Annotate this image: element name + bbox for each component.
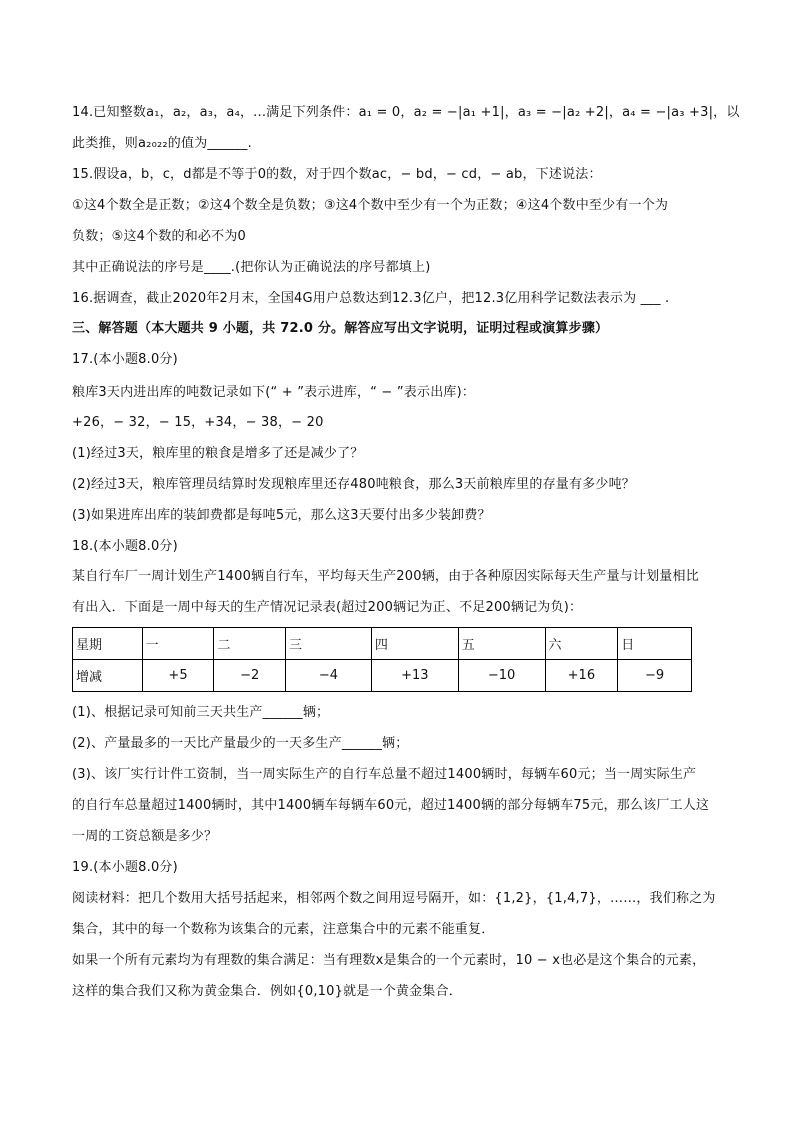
q18-line2: 有出入．下面是一周中每天的生产情况记录表(超过200辆记为正、不足200辆记为负)： — [72, 600, 583, 615]
q19-heading: 19.(本小题8.0分) — [72, 860, 178, 875]
table-cell: −2 — [214, 660, 286, 692]
q18-part3-line1: (3)、该厂实行计件工资制，当一周实际生产的自行车总量不超过1400辆时，每辆车60元；当一周实际生产 — [72, 767, 697, 782]
table-cell: −9 — [618, 660, 692, 692]
table-cell: 日 — [618, 628, 692, 660]
q15-line3: 负数；⑤这4个数的和必不为0 — [72, 229, 246, 244]
q19-line1: 阅读材料：把几个数用大括号括起来，相邻两个数之间用逗号隔开，如：{1,2}，{1,4,7}，……，我们称之为 — [72, 891, 716, 906]
table-cell: 星期 — [73, 628, 143, 660]
table-cell: 增减 — [73, 660, 143, 692]
q19-line4: 这样的集合我们又称为黄金集合．例如{0,10}就是一个黄金集合． — [72, 984, 462, 999]
table-cell: 五 — [458, 628, 545, 660]
q15-line4: 其中正确说法的序号是____.(把你认为正确说法的序号都填上) — [72, 260, 431, 275]
q14-line2: 此类推，则a₂₀₂₂的值为______. — [72, 136, 252, 151]
q17-line4: (2)经过3天，粮库管理员结算时发现粮库里还存480吨粮食，那么3天前粮库里的存量有多少吨？ — [72, 477, 635, 492]
q17-heading: 17.(本小题8.0分) — [72, 352, 178, 367]
q17-line3: (1)经过3天，粮库里的粮食是增多了还是减少了？ — [72, 446, 364, 461]
table-cell: 三 — [286, 628, 372, 660]
table-cell: +13 — [371, 660, 458, 692]
q15-line1: 15.假设a，b，c，d都是不等于0的数，对于四个数ac，− bd，− cd，− ab，下述说法： — [72, 167, 602, 182]
table-cell: 二 — [214, 628, 286, 660]
table-cell: −10 — [458, 660, 545, 692]
q15-line2: ①这4个数全是正数；②这4个数全是负数；③这4个数中至少有一个为正数；④这4个数中至少有一个为 — [72, 198, 669, 213]
q18-part3-line2: 的自行车总量超过1400辆时，其中1400辆车每辆车60元，超过1400辆的部分每辆车75元，那么该厂工人这 — [72, 798, 710, 813]
table-cell: +16 — [545, 660, 618, 692]
table-row-weekday — [73, 628, 692, 660]
table-row-change — [73, 660, 692, 692]
q17-line2: +26，− 32，− 15，+34，− 38，− 20 — [72, 415, 324, 430]
q18-part3-line3: 一周的工资总额是多少？ — [72, 829, 218, 844]
table-cell: 一 — [142, 628, 214, 660]
q19-line3: 如果一个所有元素均为有理数的集合满足：当有理数x是集合的一个元素时，10 − x也必是这个集合的元素， — [72, 953, 706, 968]
q16-line: 16.据调查，截止2020年2月末，全国4G用户总数达到12.3亿户，把12.3亿用科学记数法表示为 ___ . — [72, 291, 670, 306]
q17-line5: (3)如果进库出库的装卸费都是每吨5元，那么这3天要付出多少装卸费？ — [72, 508, 491, 523]
q14-line1: 14.已知整数a₁，a₂，a₃，a₄，...满足下列条件：a₁ = 0，a₂ = −|a₁ +1|，a₃ = −|a₂ +2|，a₄ = −|a₃ +3|，以 — [72, 105, 740, 120]
q18-part1: (1)、根据记录可知前三天共生产______辆； — [72, 705, 330, 720]
table-cell: 六 — [545, 628, 618, 660]
table-cell: −4 — [286, 660, 372, 692]
q18-heading: 18.(本小题8.0分) — [72, 539, 178, 554]
q18-part2: (2)、产量最多的一天比产量最少的一天多生产______辆； — [72, 736, 409, 751]
table-cell: 四 — [371, 628, 458, 660]
q17-line1: 粮库3天内进出库的吨数记录如下(“ + ”表示进库，“ − ”表示出库)： — [72, 385, 476, 400]
production-record-table — [72, 627, 692, 692]
q18-line1: 某自行车厂一周计划生产1400辆自行车，平均每天生产200辆，由于各种原因实际每天生产量与计划量相比 — [72, 569, 699, 584]
table-cell: +5 — [142, 660, 214, 692]
section-3-heading: 三、解答题（本大题共 9 小题，共 72.0 分。解答应写出文字说明，证明过程或演算步骤） — [72, 321, 609, 336]
q19-line2: 集合，其中的每一个数称为该集合的元素，注意集合中的元素不能重复． — [72, 922, 495, 937]
